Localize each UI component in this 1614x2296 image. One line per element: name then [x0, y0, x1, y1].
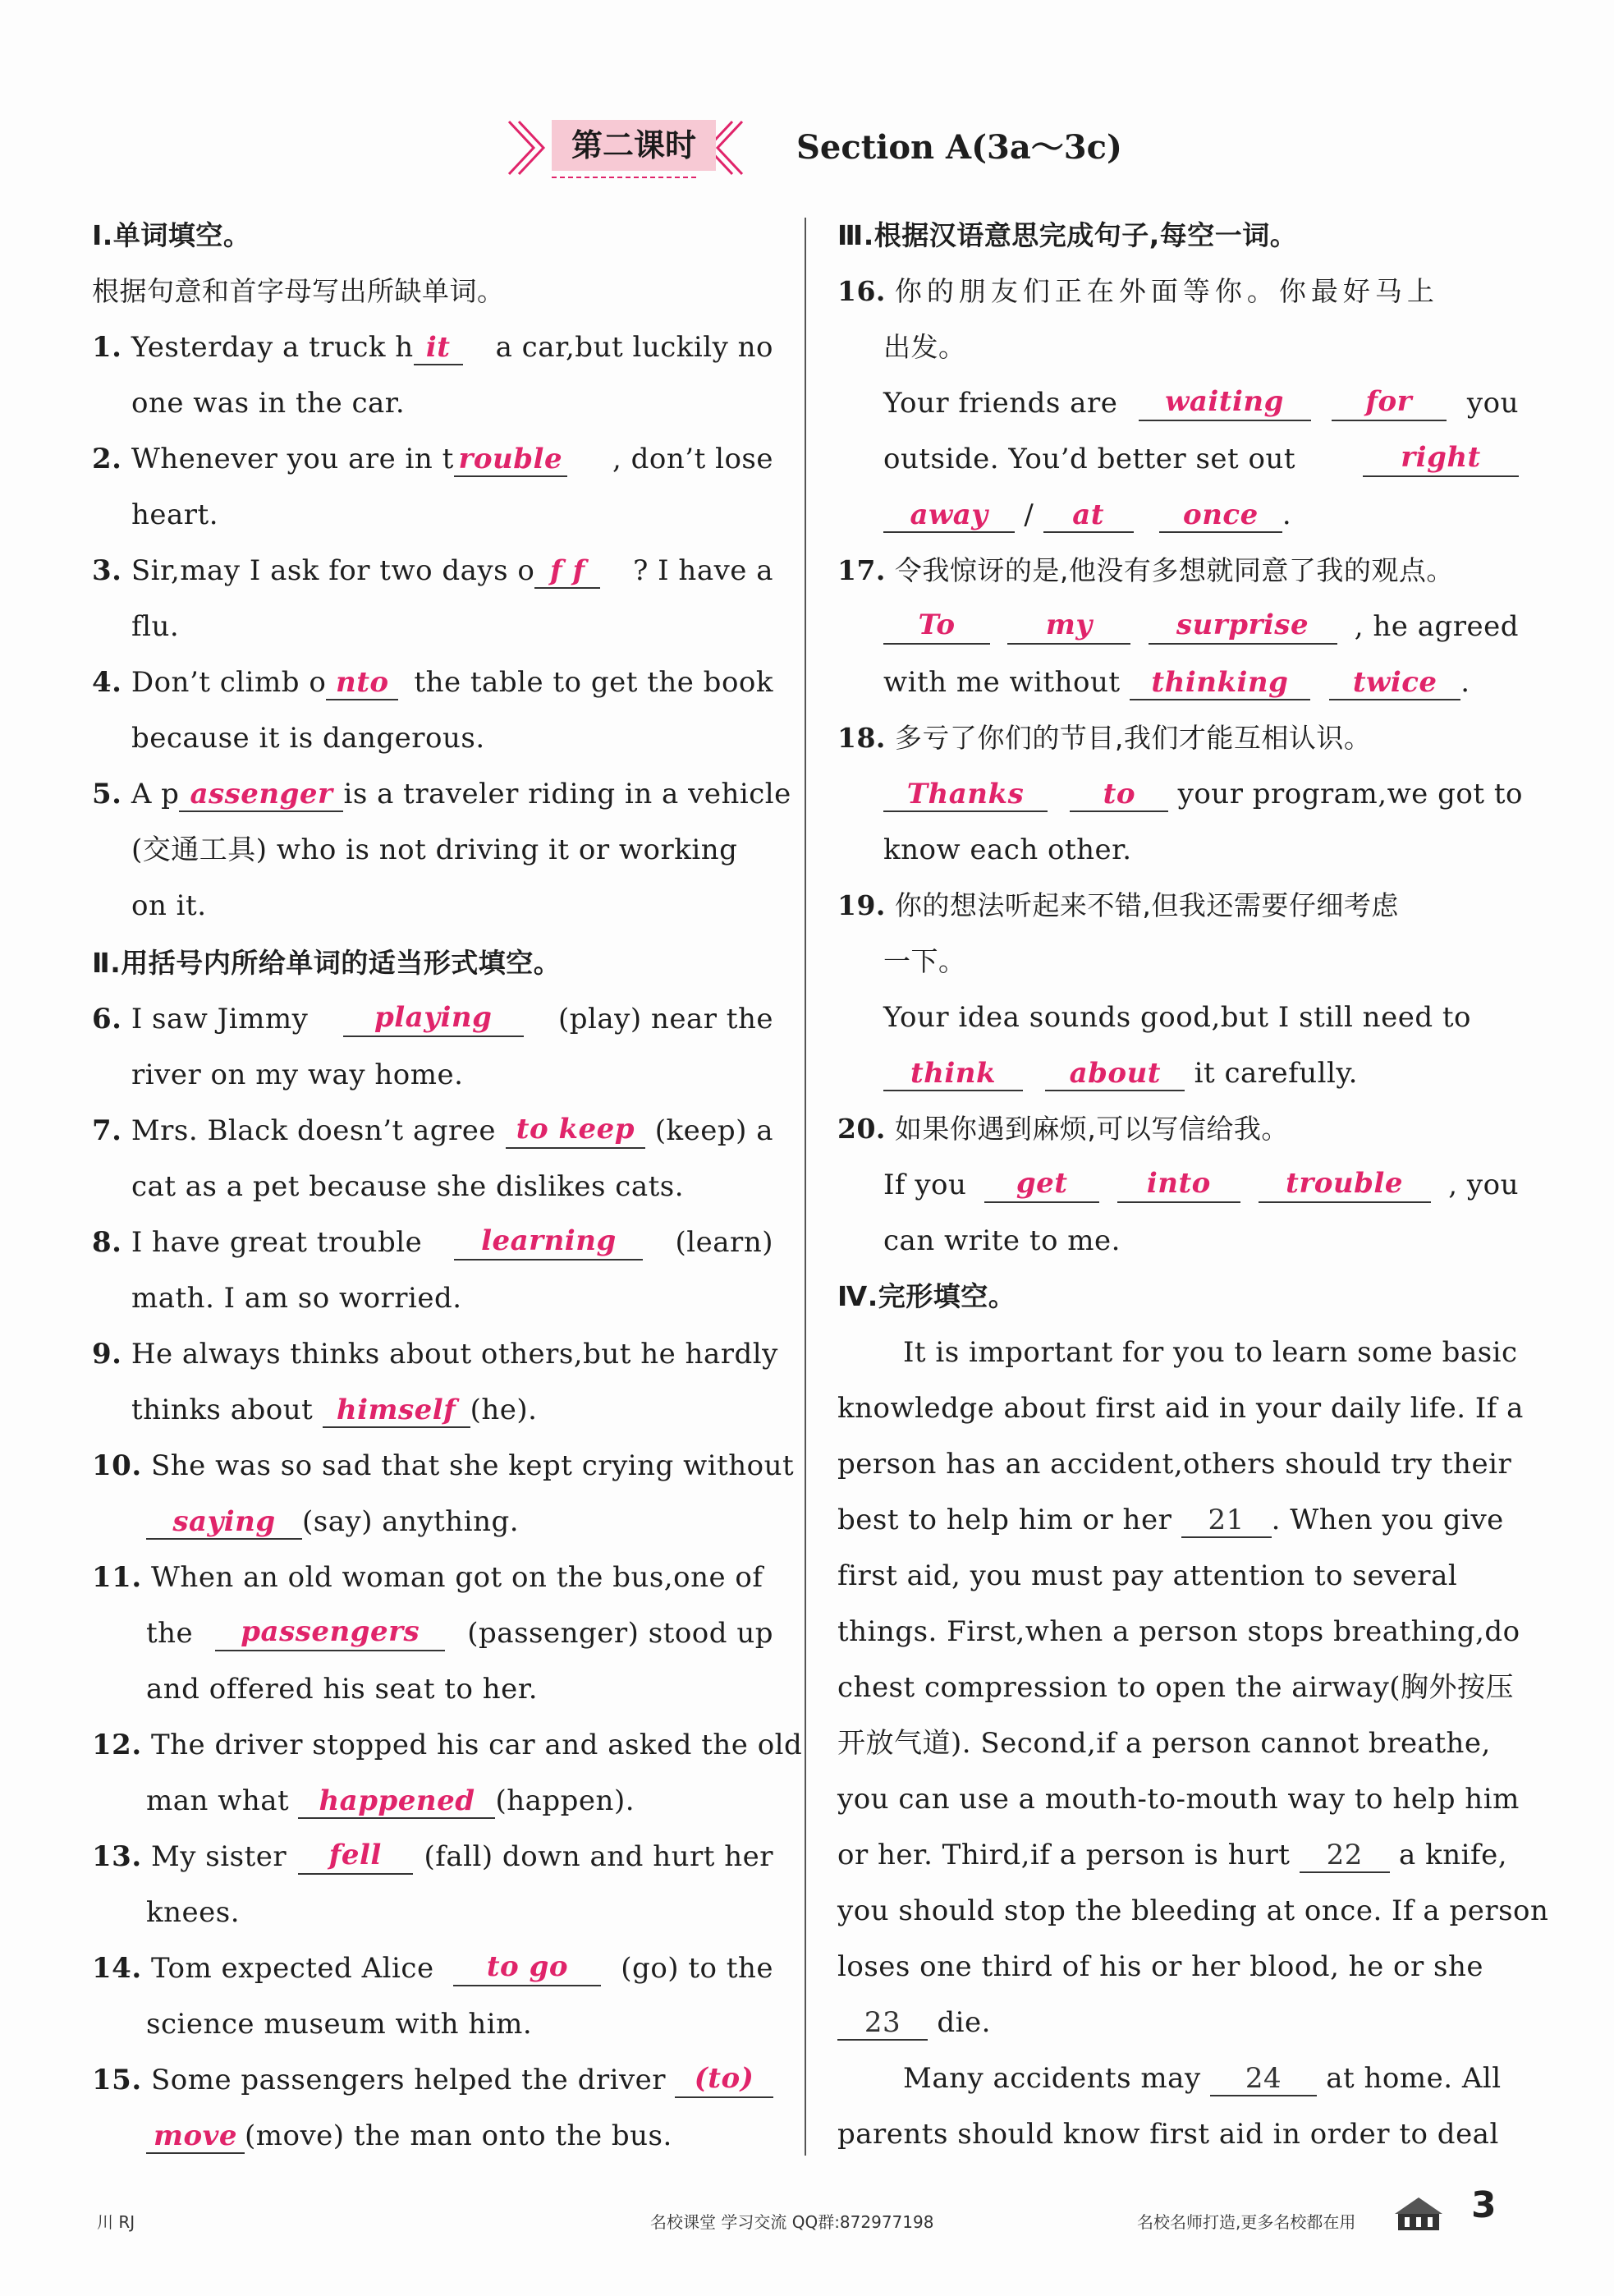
q5-text-b: is a traveler riding in a vehicle [343, 778, 791, 810]
q1-answer[interactable]: it [414, 331, 463, 365]
q5-line1 [92, 776, 791, 812]
q5-line2: (交通工具) who is not driving it or working [131, 833, 738, 866]
q18-cn [837, 720, 1371, 756]
q7-text-a: Mrs. Black doesn’t agree [131, 1114, 497, 1147]
q17-answer-4[interactable]: thinking [1130, 666, 1310, 700]
q18-en2: know each other. [883, 833, 1132, 866]
q13-text-a: My sister [150, 1840, 287, 1873]
q4-text-b: the table to get the book [414, 666, 773, 699]
q19-en2 [883, 1055, 1358, 1091]
q12-line1 [92, 1727, 802, 1763]
cloze-line-8: 开放气道). Second,if a person cannot breathe, [837, 1727, 1491, 1760]
q1-line2: one was in the car. [131, 387, 406, 420]
q16-answer-3[interactable]: right [1363, 441, 1519, 477]
footer-qq-group: 名校课堂 学习交流 QQ群:872977198 [650, 2212, 934, 2232]
cloze-blank-24[interactable]: 24 [1210, 2062, 1317, 2096]
q16-separator: / [1024, 498, 1034, 531]
q16-cn2: 出发。 [883, 331, 966, 363]
q1-text-a: Yesterday a truck h [131, 331, 414, 364]
q15-number: 15. [92, 2064, 142, 2096]
q9-text-a: He always thinks about others,but he hardly [131, 1338, 778, 1371]
q17-text-b: with me without [883, 666, 1121, 699]
cloze-blank-22[interactable]: 22 [1300, 1839, 1390, 1873]
cloze-text-14a: Many accidents may [903, 2062, 1201, 2095]
q8-number: 8. [92, 1226, 122, 1259]
cloze-line-5: first aid, you must pay attention to several [837, 1559, 1458, 1592]
q16-answer-5[interactable]: at [1043, 498, 1134, 533]
cloze-text-10b: a knife, [1399, 1839, 1507, 1871]
school-logo-icon [1392, 2193, 1446, 2235]
q13-number: 13. [92, 1840, 142, 1873]
cloze-line-2: knowledge about first aid in your daily life. If a [837, 1392, 1524, 1425]
q12-text-b: man what [146, 1784, 290, 1817]
q19-number: 19. [837, 889, 886, 921]
q9-text-b: thinks about [131, 1394, 314, 1426]
q9-line2 [131, 1392, 537, 1428]
q15-line1 [92, 2062, 773, 2098]
q16-cn1 [837, 273, 1439, 310]
q6-text-a: I saw Jimmy [131, 1003, 309, 1035]
q20-cn [837, 1111, 1289, 1147]
q2-line2: heart. [131, 498, 219, 531]
cloze-line-4 [837, 1502, 1504, 1538]
q19-answer-2[interactable]: about [1045, 1057, 1185, 1091]
q8-line2: math. I am so worried. [131, 1282, 462, 1315]
q11-text-a: When an old woman got on the bus,one of [150, 1561, 763, 1594]
q19-cn-text: 你的想法听起来不错,但我还需要仔细考虑 [894, 889, 1399, 921]
q4-line1 [92, 664, 773, 700]
q2-number: 2. [92, 443, 122, 475]
q2-line1 [92, 441, 773, 477]
q17-number: 17. [837, 554, 886, 586]
q18-answer-1[interactable]: Thanks [883, 778, 1048, 812]
part1-heading: Ⅰ.单词填空。 [92, 219, 251, 251]
cloze-line-12: loses one third of his or her blood, he or she [837, 1950, 1484, 1983]
q16-en1 [883, 385, 1519, 421]
q7-text-b: (keep) a [654, 1114, 773, 1147]
q9-line1 [92, 1336, 778, 1372]
q3-text-b: ? I have a [633, 554, 773, 587]
cloze-line-11: you should stop the bleeding at once. If a person [837, 1894, 1549, 1927]
q14-number: 14. [92, 1952, 142, 1985]
cloze-line-13 [837, 2004, 991, 2041]
q18-answer-2[interactable]: to [1070, 778, 1168, 812]
q16-en2 [883, 441, 1519, 477]
q2-text-b: , don’t lose [612, 443, 773, 475]
q8-text-b: (learn) [675, 1226, 773, 1259]
q16-answer-4[interactable]: away [883, 498, 1015, 533]
q16-text-b: you [1466, 387, 1519, 420]
q11-line1 [92, 1559, 763, 1596]
cloze-text-13: die. [937, 2006, 991, 2039]
q9-number: 9. [92, 1338, 122, 1371]
lesson-title: 第二课时 [552, 120, 716, 171]
q15-text-b: (move) the man onto the bus. [245, 2119, 672, 2152]
q14-line2: science museum with him. [146, 2008, 533, 2041]
cloze-line-3: person has an accident,others should try their [837, 1448, 1512, 1481]
q17-en2 [883, 664, 1470, 700]
q15-answer-2[interactable]: move [146, 2119, 245, 2154]
footer-slogan: 名校名师打造,更多名校都在用 [1137, 2212, 1356, 2232]
cloze-text-10a: or her. Third,if a person is hurt [837, 1839, 1291, 1871]
q3-line1 [92, 553, 773, 589]
q17-en1 [883, 608, 1519, 645]
q7-line2: cat as a pet because she dislikes cats. [131, 1170, 685, 1203]
q13-text-b: (fall) down and hurt her [424, 1840, 773, 1873]
q17-answer-3[interactable]: surprise [1149, 608, 1337, 645]
q3-number: 3. [92, 554, 122, 587]
part4-heading: Ⅳ.完形填空。 [837, 1280, 1016, 1312]
cloze-text-4b: . When you give [1271, 1504, 1504, 1536]
q2-text-a: Whenever you are in t [131, 443, 454, 475]
q17-end: . [1460, 666, 1470, 699]
q11-text-c: (passenger) stood up [467, 1617, 773, 1650]
q20-text-b: , you [1448, 1169, 1519, 1201]
q3-answer[interactable]: f f [534, 554, 600, 589]
q16-end: . [1282, 498, 1292, 531]
cloze-line-6: things. First,when a person stops breathing,do [837, 1615, 1520, 1648]
q12-line2 [146, 1783, 635, 1819]
q12-text-c: (happen). [495, 1784, 635, 1817]
q11-answer[interactable]: passengers [215, 1615, 445, 1651]
cloze-line-7: chest compression to open the airway(胸外按压 [837, 1671, 1515, 1704]
q19-cn2: 一下。 [883, 945, 966, 977]
q12-text-a: The driver stopped his car and asked the old [150, 1729, 803, 1761]
q14-line1 [92, 1950, 773, 1986]
q15-text-a: Some passengers helped the driver [150, 2064, 667, 2096]
q1-line1 [92, 329, 773, 365]
q10-text-b: (say) anything. [302, 1505, 520, 1538]
q20-answer-1[interactable]: get [984, 1167, 1099, 1203]
q16-cn-text: 你的朋友们正在外面等你。你最好马上 [894, 275, 1439, 307]
q5-number: 5. [92, 778, 122, 810]
q16-answer-6[interactable]: once [1159, 498, 1282, 533]
q16-en3 [883, 497, 1291, 533]
q16-text-a: Your friends are [883, 387, 1118, 420]
q12-answer[interactable]: happened [298, 1784, 495, 1819]
q11-line3: and offered his seat to her. [146, 1673, 539, 1706]
q1-number: 1. [92, 331, 122, 364]
cloze-blank-23[interactable]: 23 [837, 2006, 928, 2041]
q12-number: 12. [92, 1729, 142, 1761]
q20-answer-3[interactable]: trouble [1259, 1167, 1431, 1203]
q8-text-a: I have great trouble [131, 1226, 423, 1259]
q1-text-b: a car,but luckily no [495, 331, 773, 364]
q18-number: 18. [837, 722, 886, 754]
cloze-text-14b: at home. All [1326, 2062, 1502, 2095]
q17-answer-5[interactable]: twice [1329, 666, 1460, 700]
q20-text-a: If you [883, 1169, 967, 1201]
q14-answer[interactable]: to go [453, 1950, 601, 1986]
q6-text-b: (play) near the [558, 1003, 773, 1035]
q13-answer[interactable]: fell [298, 1839, 413, 1875]
q19-answer-1[interactable]: think [883, 1057, 1023, 1091]
cloze-line-1: It is important for you to learn some basic [903, 1336, 1518, 1369]
q16-text-c: outside. You’d better set out [883, 443, 1296, 475]
q20-cn-text: 如果你遇到麻烦,可以写信给我。 [894, 1113, 1289, 1145]
q19-cn1 [837, 888, 1399, 924]
q20-en1 [883, 1167, 1519, 1203]
q14-text-b: (go) to the [621, 1952, 773, 1985]
q17-cn-text: 令我惊讶的是,他没有多想就同意了我的观点。 [894, 554, 1454, 586]
q18-en1 [883, 776, 1523, 812]
q19-text-b: it carefully. [1194, 1057, 1358, 1090]
q20-number: 20. [837, 1113, 886, 1145]
q2-answer[interactable]: rouble [454, 443, 567, 477]
part2-heading: Ⅱ.用括号内所给单词的适当形式填空。 [92, 947, 562, 979]
q13-line1 [92, 1839, 773, 1875]
q4-number: 4. [92, 666, 122, 699]
q16-number: 16. [837, 275, 886, 307]
q14-text-a: Tom expected Alice [150, 1952, 434, 1985]
q17-text-a: , he agreed [1354, 610, 1519, 643]
cloze-line-9: you can use a mouth-to-mouth way to help him [837, 1783, 1520, 1816]
q17-answer-1[interactable]: To [883, 608, 990, 645]
q6-line1 [92, 1001, 773, 1037]
q10-line1 [92, 1448, 794, 1484]
q7-number: 7. [92, 1114, 122, 1147]
q3-line2: flu. [131, 610, 180, 643]
q10-line2 [146, 1504, 519, 1540]
q8-answer[interactable]: learning [454, 1224, 643, 1261]
q7-line1 [92, 1113, 773, 1149]
q10-answer[interactable]: saying [146, 1505, 302, 1540]
q10-text-a: She was so sad that she kept crying without [150, 1449, 795, 1482]
q10-number: 10. [92, 1449, 142, 1482]
lesson-title-badge [502, 115, 749, 181]
q15-line2 [146, 2118, 672, 2154]
q6-line2: river on my way home. [131, 1058, 464, 1091]
cloze-line-15: parents should know first aid in order to deal [837, 2118, 1499, 2151]
q9-answer[interactable]: himself [323, 1394, 470, 1428]
q18-cn-text: 多亏了你们的节目,我们才能互相认识。 [894, 722, 1372, 754]
q19-en1: Your idea sounds good,but I still need to [883, 1001, 1472, 1034]
q6-answer[interactable]: playing [343, 1001, 524, 1037]
q7-answer[interactable]: to keep [506, 1113, 645, 1149]
page-number: 3 [1471, 2184, 1497, 2226]
cloze-line-10 [837, 1837, 1507, 1873]
q3-text-a: Sir,may I ask for two days o [131, 554, 535, 587]
q18-text-a: your program,we got to [1177, 778, 1523, 810]
q16-answer-2[interactable]: for [1332, 385, 1447, 421]
q13-line2: knees. [146, 1896, 240, 1929]
q20-en2: can write to me. [883, 1224, 1121, 1257]
cloze-line-14 [903, 2060, 1502, 2096]
q11-number: 11. [92, 1561, 142, 1594]
section-title: Section A(3a～3c) [796, 128, 1122, 167]
q15-answer-1[interactable]: (to) [675, 2062, 773, 2098]
cloze-blank-21[interactable]: 21 [1181, 1504, 1272, 1538]
column-divider [805, 218, 806, 2156]
q8-line1 [92, 1224, 773, 1261]
q9-text-c: (he). [470, 1394, 538, 1426]
q4-answer[interactable]: nto [326, 666, 398, 700]
footer-edition: 川 RJ [97, 2212, 135, 2232]
q16-answer-1[interactable]: waiting [1139, 385, 1311, 421]
q5-line3: on it. [131, 889, 207, 922]
q20-answer-2[interactable]: into [1117, 1167, 1240, 1203]
part3-heading: Ⅲ.根据汉语意思完成句子,每空一词。 [837, 219, 1298, 251]
q6-number: 6. [92, 1003, 122, 1035]
q5-text-a: A p [131, 778, 180, 810]
q4-text-a: Don’t climb o [131, 666, 327, 699]
q17-cn [837, 553, 1454, 589]
q17-answer-2[interactable]: my [1007, 608, 1130, 645]
cloze-text-4a: best to help him or her [837, 1504, 1172, 1536]
q11-text-b: the [146, 1617, 194, 1650]
q4-line2: because it is dangerous. [131, 722, 485, 755]
q5-answer[interactable]: assenger [179, 778, 343, 812]
part1-instruction: 根据句意和首字母写出所缺单词。 [92, 275, 505, 307]
q11-line2 [146, 1615, 773, 1651]
